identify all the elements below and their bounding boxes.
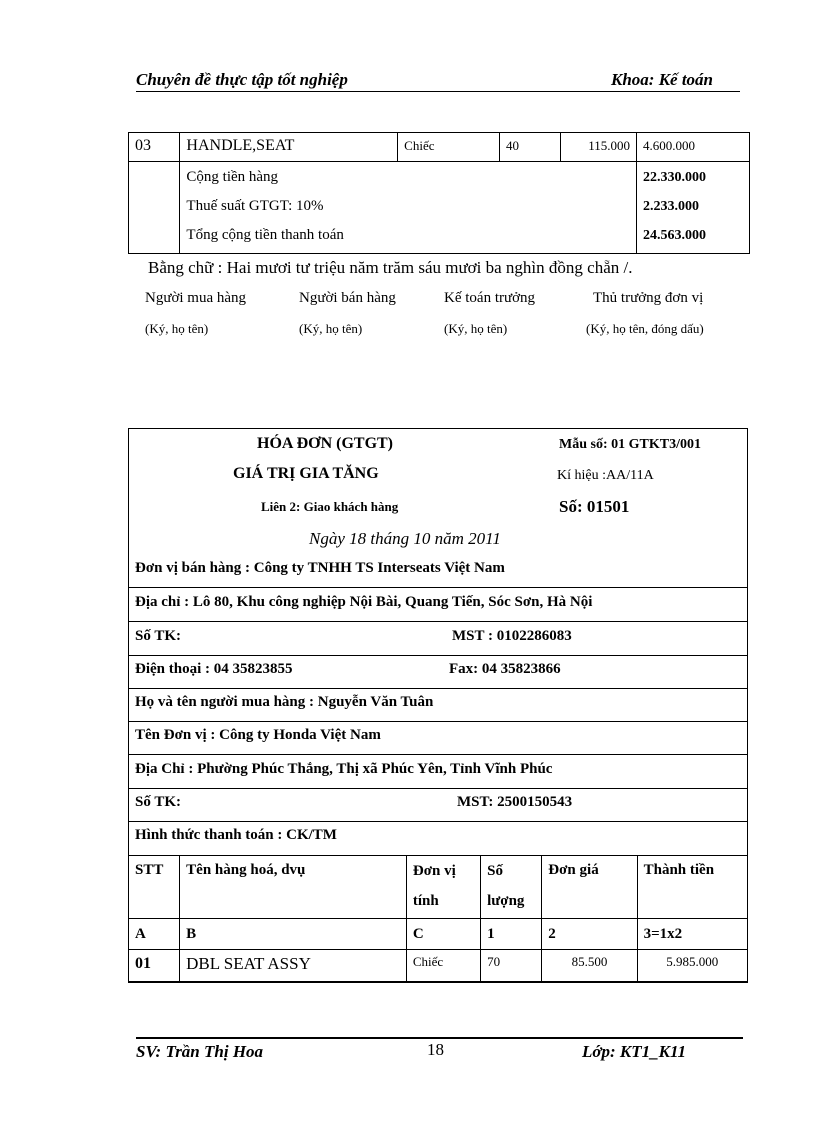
table-row	[129, 133, 750, 162]
row-amount: 5.985.000	[637, 950, 747, 983]
total-value: 24.563.000	[643, 228, 707, 243]
total-label: Tổng cộng tiền thanh toán	[186, 227, 344, 243]
col-unit-line2: tính	[412, 893, 439, 909]
col-stt: STT	[129, 856, 180, 919]
code-qty: 1	[481, 919, 542, 950]
summary-row	[129, 162, 750, 254]
signature-role-accountant: Kế toán trưởng	[444, 290, 536, 306]
cell-stt: 03	[129, 133, 180, 162]
col-qty-line2: lượng	[487, 893, 525, 909]
summary-labels	[180, 162, 637, 254]
code-name: B	[180, 919, 407, 950]
invoice-symbol: Kí hiệu :AA/11A	[557, 468, 654, 483]
vat-label: Thuế suất GTGT: 10%	[186, 198, 324, 214]
signature-note-buyer: (Ký, họ tên)	[145, 321, 209, 336]
table-code-row	[129, 919, 748, 950]
header-left: Chuyên đề thực tập tốt nghiệp	[136, 70, 348, 89]
seller-fax: Fax: 04 35823866	[449, 661, 561, 677]
page-number: 18	[427, 1040, 444, 1059]
invoice-date: Ngày 18 tháng 10 năm 2011	[309, 529, 501, 548]
signature-note-accountant: (Ký, họ tên)	[444, 321, 508, 336]
cell-empty	[129, 162, 180, 254]
col-qty-line1: Số	[487, 863, 503, 879]
invoice-number: Số: 01501	[559, 497, 630, 516]
cell-qty: 40	[499, 133, 560, 162]
invoice-box	[128, 428, 748, 982]
divider	[129, 587, 747, 588]
row-name: DBL SEAT ASSY	[180, 950, 407, 983]
row-stt: 01	[129, 950, 180, 983]
buyer-account: Số TK:	[135, 794, 181, 810]
invoice-title: HÓA ĐƠN (GTGT)	[257, 435, 394, 452]
signature-role-director: Thủ trưởng đơn vị	[593, 290, 704, 306]
buyer-name: Họ và tên người mua hàng : Nguyễn Văn Tuân	[135, 694, 434, 710]
col-amount: Thành tiền	[637, 856, 747, 919]
amount-in-words: Bằng chữ : Hai mươi tư triệu năm trăm sáu mươi ba nghìn đồng chẵn /.	[148, 258, 633, 277]
signature-role-buyer: Người mua hàng	[145, 290, 247, 306]
signature-role-seller: Người bán hàng	[299, 290, 396, 306]
col-unit	[406, 856, 480, 919]
code-price: 2	[542, 919, 637, 950]
buyer-address: Địa Chỉ : Phường Phúc Thắng, Thị xã Phúc Yên, Tỉnh Vĩnh Phúc	[135, 761, 553, 777]
cell-name: HANDLE,SEAT	[180, 133, 398, 162]
code-stt: A	[129, 919, 180, 950]
invoice-form-number: Mẫu số: 01 GTKT3/001	[559, 437, 701, 452]
subtotal-label: Cộng tiền hàng	[186, 169, 279, 185]
code-unit: C	[406, 919, 480, 950]
table-row	[129, 950, 748, 983]
cell-unit: Chiếc	[398, 133, 500, 162]
divider	[129, 788, 747, 789]
signature-note-director: (Ký, họ tên, đóng dấu)	[586, 321, 704, 336]
divider	[129, 688, 747, 689]
col-qty	[481, 856, 542, 919]
cell-amount: 4.600.000	[637, 133, 750, 162]
row-price: 85.500	[542, 950, 637, 983]
seller-phone: Điện thoại : 04 35823855	[135, 661, 293, 677]
payment-method: Hình thức thanh toán : CK/TM	[135, 827, 337, 843]
footer-rule	[136, 1037, 743, 1039]
seller-account: Số TK:	[135, 628, 181, 644]
divider	[129, 754, 747, 755]
seller-tax-code: MST : 0102286083	[452, 628, 572, 644]
signature-note-seller: (Ký, họ tên)	[299, 321, 363, 336]
summary-values	[637, 162, 750, 254]
invoice-item-table	[128, 855, 748, 983]
header-right: Khoa: Kế toán	[611, 70, 714, 89]
footer-class: Lớp: KT1_K11	[582, 1042, 687, 1061]
buyer-unit: Tên Đơn vị : Công ty Honda Việt Nam	[135, 727, 381, 743]
table-header-row	[129, 856, 748, 919]
invoice-copy: Liên 2: Giao khách hàng	[261, 499, 399, 514]
invoice-subtitle: GIÁ TRỊ GIA TĂNG	[233, 465, 379, 482]
divider	[129, 621, 747, 622]
divider	[129, 721, 747, 722]
seller-address: Địa chỉ : Lô 80, Khu công nghiệp Nội Bài, Quang Tiến, Sóc Sơn, Hà Nội	[135, 594, 593, 610]
col-name: Tên hàng hoá, dvụ	[180, 856, 407, 919]
cell-price: 115.000	[561, 133, 637, 162]
vat-value: 2.233.000	[643, 199, 700, 214]
buyer-tax-code: MST: 2500150543	[457, 794, 573, 810]
header-rule	[136, 91, 740, 92]
subtotal-value: 22.330.000	[643, 170, 707, 185]
divider	[129, 655, 747, 656]
seller-name: Đơn vị bán hàng : Công ty TNHH TS Interseats Việt Nam	[135, 560, 505, 576]
col-price: Đơn giá	[542, 856, 637, 919]
code-amount: 3=1x2	[637, 919, 747, 950]
row-qty: 70	[481, 950, 542, 983]
col-unit-line1: Đơn vị	[412, 863, 456, 879]
divider	[129, 821, 747, 822]
footer-student: SV: Trần Thị Hoa	[136, 1042, 264, 1061]
top-item-table	[128, 132, 750, 254]
row-unit: Chiếc	[406, 950, 480, 983]
